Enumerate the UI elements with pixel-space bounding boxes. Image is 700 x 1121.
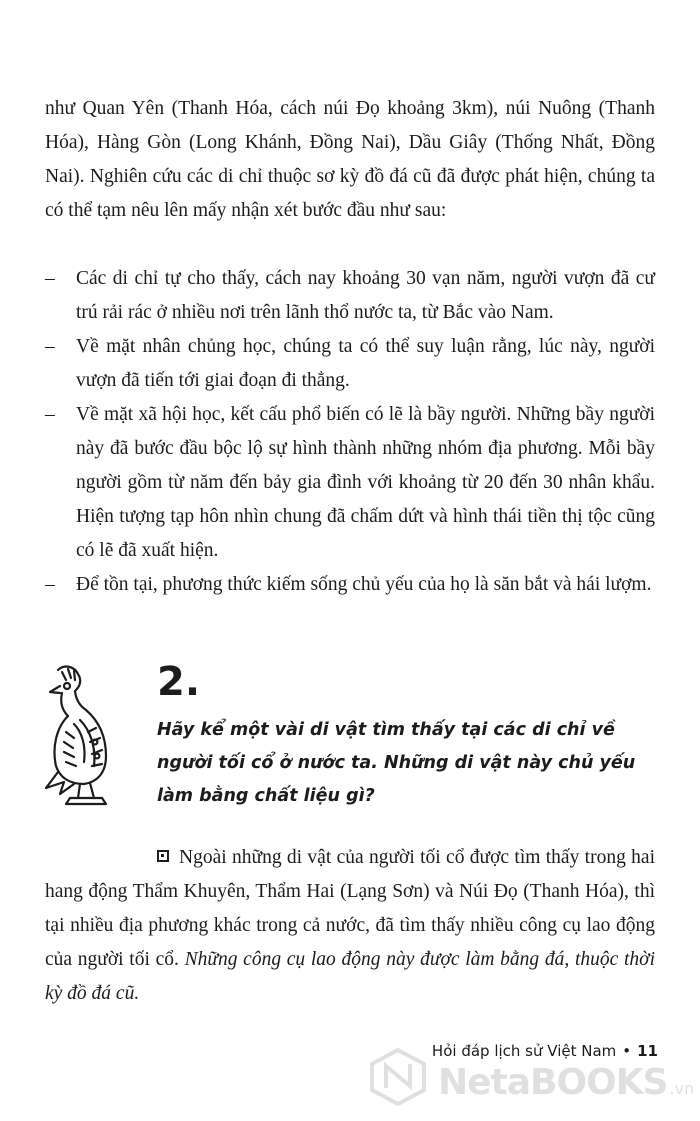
bird-figure-icon	[40, 662, 130, 812]
question-number: 2.	[157, 659, 201, 705]
netabooks-logo-icon	[366, 1046, 430, 1106]
answer-text: Ngoài những di vật của người tối cổ được tìm thấy trong hai hang động Thẩm Khuyên, Thẩm Hai (Lạng Sơn) và Núi Đọ (Thanh Hóa), thì tại nhiều địa phương khác trong cả nước, đã tìm thấy nhiều công cụ lao động của người tối cổ.	[45, 847, 655, 970]
findings-list	[45, 262, 655, 602]
page-number: 11	[637, 1042, 658, 1060]
list-item	[45, 568, 655, 602]
intro-paragraph: như Quan Yên (Thanh Hóa, cách núi Đọ khoảng 3km), núi Nuông (Thanh Hóa), Hàng Gòn (Long Khánh, Đồng Nai), Dầu Giây (Thống Nhất, Đồng Nai). Nghiên cứu các di chỉ thuộc sơ kỳ đồ đá cũ đã được phát hiện, chúng ta có thể tạm nêu lên mấy nhận xét bước đầu như sau:	[45, 98, 655, 221]
watermark-brand: NetaBOOKS	[438, 1062, 668, 1103]
bullet-dash: –	[45, 404, 55, 425]
bullet-dash: –	[45, 336, 55, 357]
list-item	[45, 398, 655, 568]
list-item-text: Về mặt xã hội học, kết cấu phổ biến có lẽ là bầy người. Những bầy người này đã bước đầu bộc lộ sự hình thành những nhóm địa phương. Mỗi bầy người gồm từ năm đến bảy gia đình với khoảng từ 20 đến 30 nhân khẩu. Hiện tượng tạp hôn nhìn chung đã chấm dứt và hình thái tiền thị tộc cũng có lẽ đã xuất hiện.	[76, 404, 655, 561]
footer-book-title: Hỏi đáp lịch sử Việt Nam	[431, 1042, 617, 1060]
answer-paragraph	[45, 841, 655, 1011]
list-item-text: Về mặt nhân chủng học, chúng ta có thể suy luận rằng, lúc này, người vượn đã tiến tới giai đoạn đi thẳng.	[76, 336, 655, 391]
question-text: Hãy kể một vài di vật tìm thấy tại các di chỉ về người tối cổ ở nước ta. Những di vật này chủ yếu làm bằng chất liệu gì?	[157, 720, 636, 806]
list-item-text: Các di chỉ tự cho thấy, cách nay khoảng 30 vạn năm, người vượn đã cư trú rải rác ở nhiều nơi trên lãnh thổ nước ta, từ Bắc vào Nam.	[76, 268, 655, 323]
bullet-dash: –	[45, 268, 55, 289]
list-item	[45, 262, 655, 330]
page-footer	[432, 1042, 658, 1060]
list-item-text: Để tồn tại, phương thức kiếm sống chủ yếu của họ là săn bắt và hái lượm.	[76, 574, 652, 595]
bullet-dash: –	[45, 574, 55, 595]
watermark-text	[438, 1062, 694, 1103]
answer-italic-text: Những công cụ lao động này được làm bằng đá, thuộc thời kỳ đồ đá cũ.	[45, 949, 655, 1004]
list-item	[45, 330, 655, 398]
answer-square-icon	[157, 850, 169, 862]
footer-separator: •	[622, 1042, 632, 1060]
watermark-domain: .vn	[669, 1079, 695, 1098]
